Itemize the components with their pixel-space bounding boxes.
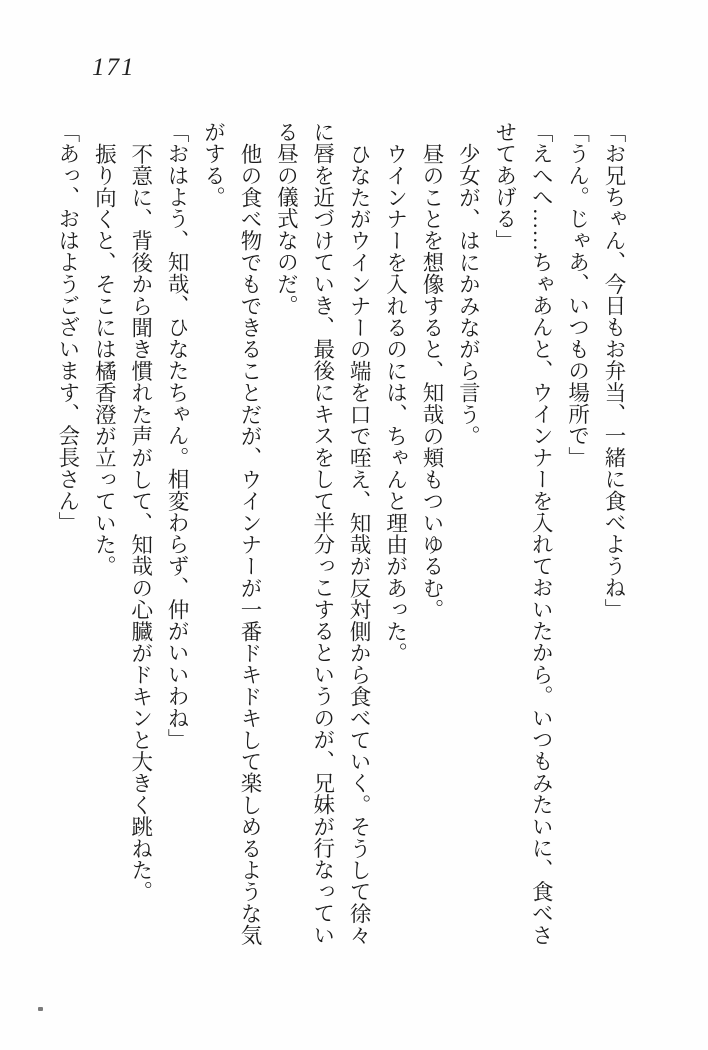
text-line: 「あっ、おはようございます、会長さん」 bbox=[55, 121, 80, 534]
text-line: る昼の儀式なのだ。 bbox=[274, 121, 299, 317]
text-line: 「おはよう、知哉、ひなたちゃん。相変わらず、仲がいいわね」 bbox=[165, 121, 190, 751]
text-line: ウインナーを入れるのには、ちゃんと理由があった。 bbox=[383, 142, 408, 664]
text-line: 振り向くと、そこには橘香澄が立っていた。 bbox=[92, 142, 117, 577]
text-line: 少女が、はにかみながら言う。 bbox=[456, 142, 481, 447]
text-line: 他の食べ物でもできることだが、ウインナーが一番ドキドキして楽しめるような気 bbox=[237, 142, 262, 946]
text-columns bbox=[50, 121, 633, 951]
text-line: ひなたがウインナーの端を口で咥え、知哉が反対側から食べていく。そうして徐々 bbox=[347, 142, 372, 946]
text-line: 「うん。じゃあ、いつもの場所で」 bbox=[565, 121, 590, 469]
text-line: がする。 bbox=[201, 121, 226, 208]
text-line: 昼のことを想像すると、知哉の頬もついゆるむ。 bbox=[419, 142, 444, 620]
text-line: 不意に、背後から聞き慣れた声がして、知哉の心臓がドキンと大きく跳ねた。 bbox=[128, 142, 153, 902]
print-speck bbox=[38, 1007, 43, 1011]
text-line: せてあげる」 bbox=[492, 121, 517, 252]
page-number: 171 bbox=[92, 54, 136, 81]
text-line: に唇を近づけていき、最後にキスをして半分っこするというのが、兄妹が行なってい bbox=[310, 121, 335, 946]
text-line: 「えへへ……ちゃあんと、ウインナーを入れておいたから。いつもみたいに、食べさ bbox=[529, 121, 554, 946]
text-line: 「お兄ちゃん、今日もお弁当、一緒に食べようね」 bbox=[602, 121, 626, 621]
